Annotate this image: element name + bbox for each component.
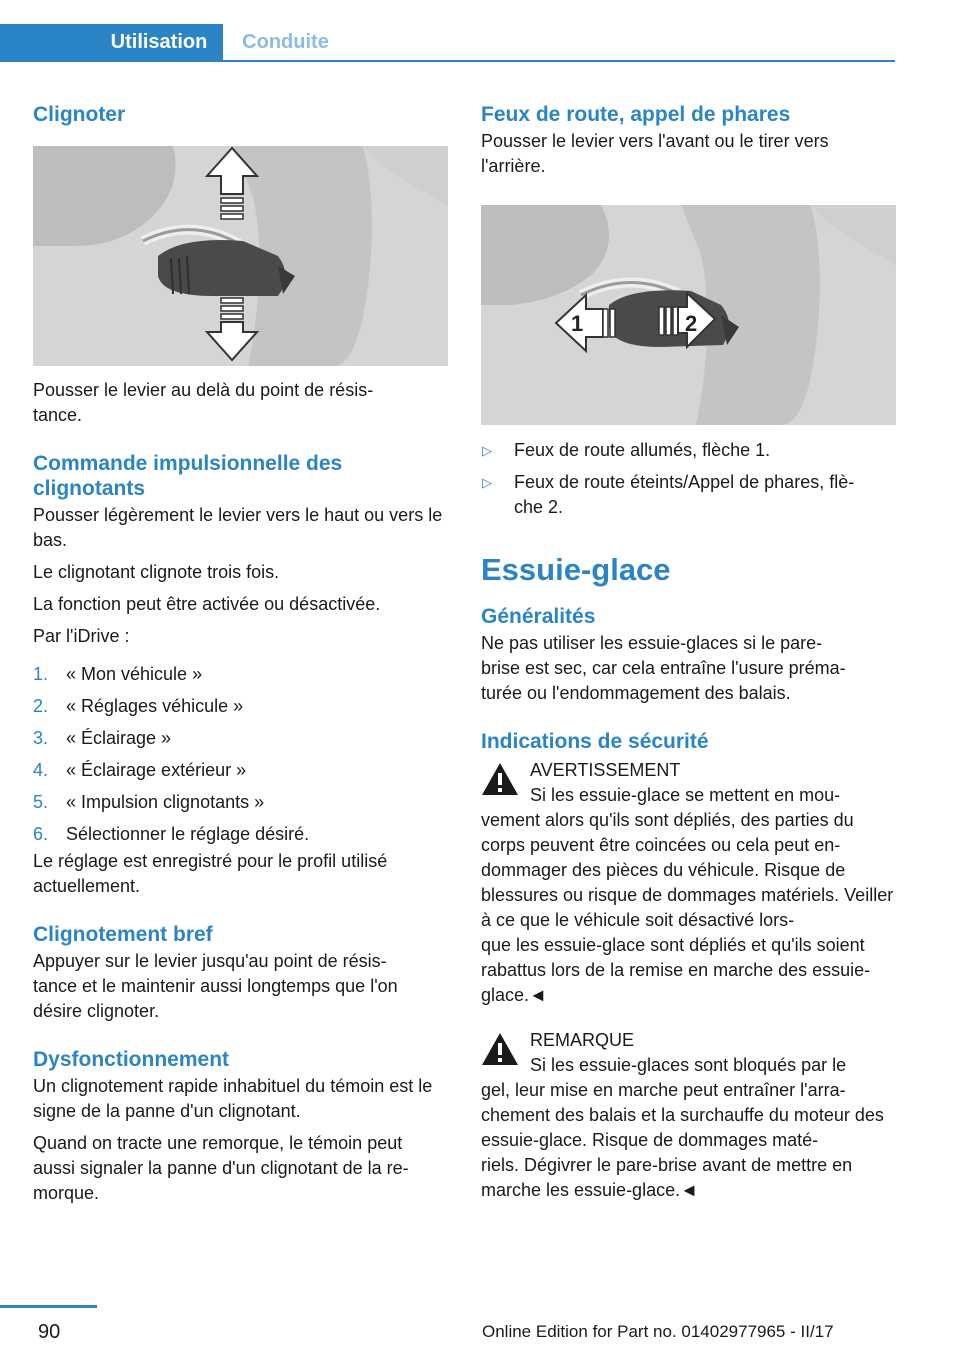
bullet-triangle-icon: ▷ bbox=[482, 443, 492, 458]
tab-spacer bbox=[0, 24, 95, 60]
warning-title: REMARQUE bbox=[530, 1030, 635, 1050]
step-number: 4. bbox=[33, 760, 49, 780]
heading-essuie-glace: Essuie-glace bbox=[481, 552, 671, 587]
step-text: « Éclairage » bbox=[66, 728, 172, 748]
right-column bbox=[481, 100, 896, 1203]
warning-text-first-line: Si les essuie-glaces sont bloqués par le bbox=[530, 1055, 847, 1075]
list-item bbox=[33, 694, 448, 726]
tab-underline bbox=[0, 60, 895, 62]
list-item bbox=[33, 822, 448, 849]
step-number: 5. bbox=[33, 792, 49, 812]
list-item bbox=[33, 662, 448, 694]
tab-conduite[interactable]: Conduite bbox=[242, 31, 329, 53]
heading-generalites: Généralités bbox=[481, 605, 596, 628]
left-column bbox=[33, 100, 448, 1206]
paragraph-commande-4: Par l'iDrive : bbox=[33, 626, 130, 646]
heading-commande-impulsionnelle: Commande impulsionnelle des clignotants bbox=[33, 452, 343, 500]
paragraph-reglage-enregistre: Le réglage est enregistré pour le profil utilisé actuellement. bbox=[33, 851, 388, 896]
paragraph-dysfonctionnement-1: Un clignotement rapide inhabituel du témoin est le signe de la panne d'un clignotant. bbox=[33, 1076, 433, 1121]
step-text: « Éclairage extérieur » bbox=[66, 760, 247, 780]
list-item bbox=[33, 726, 448, 758]
footer-accent-line bbox=[0, 1305, 97, 1308]
heading-clignotement-bref: Clignotement bref bbox=[33, 923, 213, 946]
paragraph-clignotement-bref: Appuyer sur le levier jusqu'au point de résis- tance et le maintenir aussi longtemps que l'on désire clignoter. bbox=[33, 951, 398, 1021]
warning-block-remarque bbox=[481, 1028, 896, 1203]
heading-feux-de-route: Feux de route, appel de phares bbox=[481, 103, 791, 126]
step-number: 6. bbox=[33, 824, 49, 844]
idrive-steps-list bbox=[33, 662, 448, 849]
page-number: 90 bbox=[38, 1321, 61, 1343]
heading-dysfonctionnement: Dysfonctionnement bbox=[33, 1048, 230, 1071]
warning-text-rest: vement alors qu'ils sont dépliés, des parties du corps peuvent être coincées ou cela peut en- dommager des pièces du véhicule. Risque de blessures ou risque de dommages matériels. Veiller à ce que le véhicule soit désactivé lors- que les essuie-glace sont dépliés et qu'ils soient rabattus lors de la remise en marche des essuie-glace.◄ bbox=[481, 810, 894, 1005]
list-item bbox=[33, 790, 448, 822]
step-text: « Impulsion clignotants » bbox=[66, 792, 265, 812]
paragraph-commande-3: La fonction peut être activée ou désactivée. bbox=[33, 594, 381, 614]
bullet-text: Feux de route éteints/Appel de phares, flè- che 2. bbox=[514, 472, 855, 517]
edition-info: Online Edition for Part no. 01402977965 - II/17 bbox=[482, 1322, 834, 1341]
warning-triangle-icon bbox=[481, 1032, 519, 1066]
paragraph-feux-de-route: Pousser le levier vers l'avant ou le tirer vers l'arrière. bbox=[481, 131, 829, 176]
warning-text bbox=[481, 1053, 896, 1203]
paragraph-dysfonctionnement-2: Quand on tracte une remorque, le témoin peut aussi signaler la panne d'un clignotant de la re- morque. bbox=[33, 1133, 409, 1203]
paragraph-generalites: Ne pas utiliser les essuie-glaces si le pare- brise est sec, car cela entraîne l'usure préma- turée ou l'endommagement des balais. bbox=[481, 633, 846, 703]
warning-title: AVERTISSEMENT bbox=[530, 760, 681, 780]
paragraph-pousser-resistance: Pousser le levier au delà du point de résis- tance. bbox=[33, 380, 374, 425]
paragraph-commande-1: Pousser légèrement le levier vers le haut ou vers le bas. bbox=[33, 505, 443, 550]
high-beam-bullets bbox=[481, 438, 896, 520]
step-number: 3. bbox=[33, 728, 49, 748]
heading-indications-securite: Indications de sécurité bbox=[481, 730, 709, 753]
list-item bbox=[481, 438, 896, 463]
list-item bbox=[481, 470, 896, 520]
figure-high-beam-lever bbox=[481, 205, 896, 425]
warning-block-avertissement bbox=[481, 758, 896, 1008]
warning-text-first-line: Si les essuie-glace se mettent en mou- bbox=[530, 785, 841, 805]
heading-clignoter: Clignoter bbox=[33, 103, 126, 126]
warning-triangle-icon bbox=[481, 762, 519, 796]
bullet-text: Feux de route allumés, flèche 1. bbox=[514, 440, 771, 460]
list-item bbox=[33, 758, 448, 790]
bullet-triangle-icon: ▷ bbox=[482, 475, 492, 490]
step-text: « Réglages véhicule » bbox=[66, 696, 244, 716]
high-beam-illustration bbox=[481, 205, 896, 425]
turn-signal-illustration bbox=[33, 146, 448, 366]
warning-text-rest: gel, leur mise en marche peut entraîner l'arra- chement des balais et la surchauffe du moteur des essuie-glace. Risque de dommages maté- riels. Dégivrer le pare-brise avant de mettre en marche les essuie-glace.◄ bbox=[481, 1080, 884, 1200]
arrow-label-1: 1 bbox=[571, 311, 584, 336]
tab-utilisation[interactable]: Utilisation bbox=[95, 24, 223, 60]
warning-text bbox=[481, 783, 896, 1008]
chapter-tabbar bbox=[0, 24, 895, 62]
step-number: 2. bbox=[33, 696, 49, 716]
step-text: « Mon véhicule » bbox=[66, 664, 203, 684]
figure-turn-signal-lever bbox=[33, 146, 448, 366]
paragraph-commande-2: Le clignotant clignote trois fois. bbox=[33, 562, 280, 582]
step-text: Sélectionner le réglage désiré. bbox=[66, 824, 310, 844]
step-number: 1. bbox=[33, 664, 49, 684]
arrow-label-2: 2 bbox=[685, 311, 698, 336]
